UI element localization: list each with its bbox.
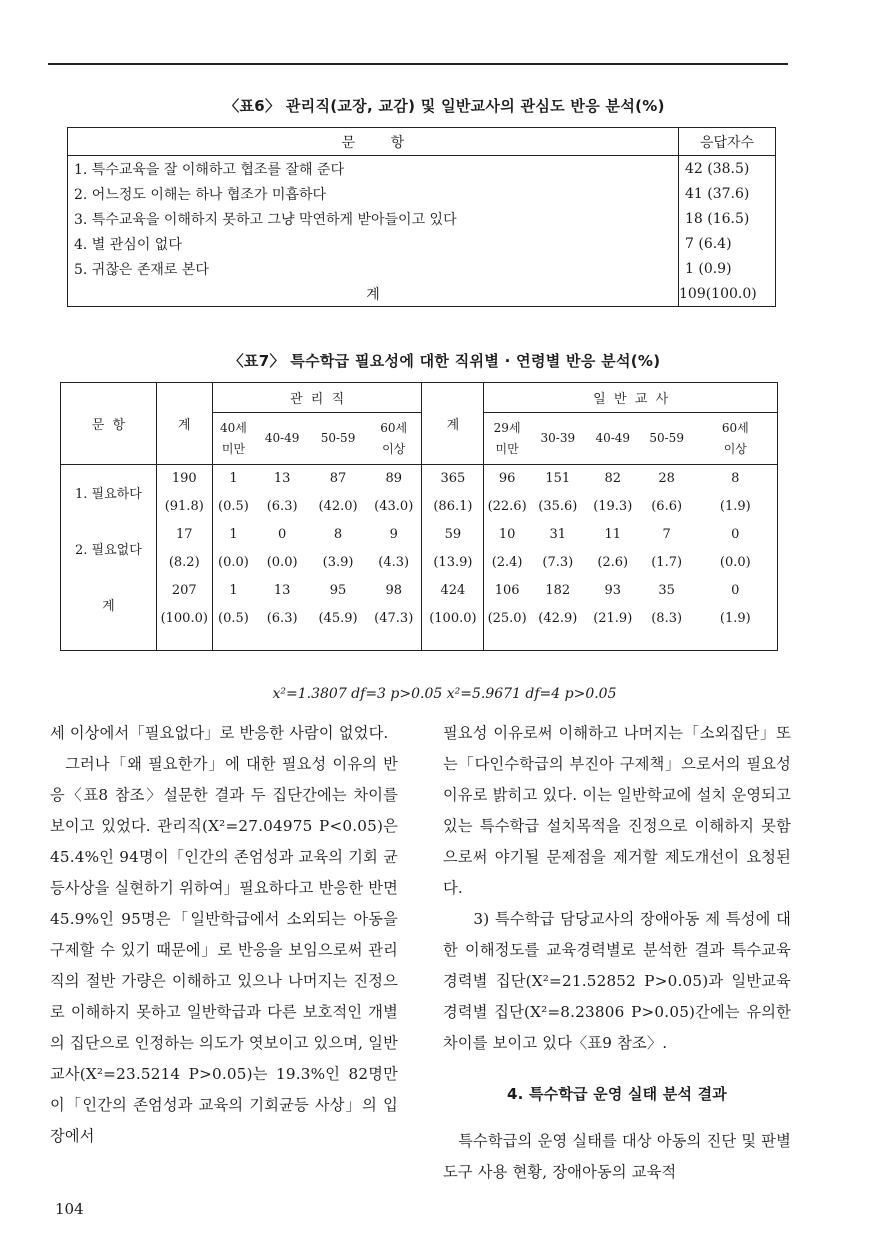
table7-cell: 59 [422, 521, 484, 549]
table7-cell: 0 [277, 527, 287, 542]
table7-cell: 190 [156, 465, 212, 493]
table7-cell: 106 [484, 577, 530, 605]
table7-cell: 7 [662, 527, 671, 542]
table7-row-label: 계 [102, 599, 115, 614]
table7-cell: (100.0) [422, 605, 484, 633]
table7-cell: (1.9) [719, 499, 751, 514]
table7-cell: (19.3) [593, 499, 633, 514]
table7-cell: (42.0) [318, 499, 358, 514]
table7-cell: 0 [731, 527, 740, 542]
paragraph: 세 이상에서「필요없다」로 반응한 사람이 없었다. [50, 724, 389, 742]
table-row [68, 231, 776, 256]
table7-cell: (35.6) [538, 499, 578, 514]
table6-row-value: 41 (37.6) [685, 185, 750, 202]
table6-row-value: 42 (38.5) [685, 160, 750, 177]
table7-cell: (3.9) [322, 555, 354, 570]
table7-age-cell: 40-49 [254, 413, 310, 465]
table7-header-item: 문 항 [61, 383, 157, 465]
table7-cell: (0.5) [212, 493, 254, 521]
table7-cell: 95 [329, 583, 347, 598]
top-rule [48, 63, 788, 65]
table7-cell: (6.3) [266, 499, 298, 514]
table-row [61, 465, 778, 493]
page-number: 104 [55, 1200, 84, 1218]
table-row [61, 605, 778, 633]
table6-title: 〈표6〉 관리직(교장, 교감) 및 일반교사의 관심도 반응 분석(%) [224, 97, 665, 115]
table7-cell: (86.1) [422, 493, 484, 521]
table7 [60, 382, 778, 651]
table7-cell: (25.0) [484, 605, 530, 633]
table6-total-value: 109(100.0) [679, 285, 757, 302]
chi-square-stats: x²=1.3807 df=3 p>0.05 x²=5.9671 df=4 p>0.05 [272, 686, 617, 702]
table7-cell: (0.5) [212, 605, 254, 633]
table6-row-label: 2. 어느정도 이해는 하나 협조가 미흡하다 [68, 181, 679, 206]
table7-cell: 82 [604, 471, 621, 487]
table7-cell: (47.3) [374, 611, 414, 626]
table7-cell: 13 [273, 583, 291, 598]
table7-cell: 9 [389, 527, 398, 542]
table7-cell: 31 [549, 527, 567, 542]
table7-cell: (2.6) [597, 555, 629, 570]
table7-cell: (1.9) [719, 611, 751, 626]
table7-row-label: 1. 필요하다 [74, 487, 142, 503]
table7-cell: (8.2) [156, 549, 212, 577]
table7-age-cell: 29세 미만 [484, 413, 530, 465]
table7-cell: 365 [422, 465, 484, 493]
table7-cell: (45.9) [318, 611, 358, 626]
table6 [67, 127, 776, 307]
table7-header-teacher-total: 계 [422, 383, 484, 465]
table7-cell: (100.0) [156, 605, 212, 633]
table7-row-label: 2. 필요없다 [74, 543, 142, 558]
table7-age-cell: 30-39 [530, 413, 586, 465]
table7-cell: 35 [658, 583, 675, 598]
table7-spacer-row [61, 633, 778, 651]
table7-age-cell: 40-49 [586, 413, 640, 465]
table-row [68, 256, 776, 281]
table7-cell: 8 [731, 471, 740, 487]
table7-header-teacher: 일 반 교 사 [484, 383, 778, 413]
table6-row-label: 4. 별 관심이 없다 [68, 231, 679, 256]
table7-cell: 93 [604, 583, 621, 598]
table7-cell: (2.4) [484, 549, 530, 577]
table7-cell: 0 [731, 583, 740, 598]
table7-title: 〈표7〉 특수학급 필요성에 대한 직위별 · 연령별 반응 분석(%) [228, 352, 661, 370]
table7-cell: 151 [545, 471, 571, 487]
table-row [68, 156, 776, 182]
left-column [50, 718, 398, 1152]
paragraph: 그러나「왜 필요한가」에 대한 필요성 이유의 반응〈표8 참조〉설문한 결과 두 집단간에는 차이를 보이고 있었다. 관리직(X²=27.04975 P<0.05)은 45.4%인 94명이「인간의 존엄성과 교육의 기회 균등사상을 실현하기 위하여」필요하다고 반응한 반면 45.9%인 95명은「일반학급에서 소외되는 아동을 구제할 수 있기 때문에」로 반응을 보임으로써 관리직의 절반 가량은 이해하고 있으나 나머지는 진정으로 이해하지 못하고 일반학급과 다른 보호적인 개별의 집단으로 인정하는 의도가 엿보이고 있으며, 일반교사(X²=23.5214 P>0.05)는 19.3%인 82명만이「인간의 존엄성과 교육의 기회균등 사상」의 입장에서 [50, 755, 398, 1145]
table7-cell: 13 [273, 471, 291, 487]
table7-cell: (6.6) [651, 499, 683, 514]
table7-cell: 1 [212, 521, 254, 549]
table7-header-row [61, 383, 778, 413]
table-row [61, 493, 778, 521]
paragraph: 특수학급의 운영 실태를 대상 아동의 진단 및 판별도구 사용 현황, 장애아동의 교육적 [443, 1132, 791, 1181]
table7-cell: (22.6) [484, 493, 530, 521]
table6-header-item: 문 항 [68, 128, 679, 156]
table7-cell: (0.0) [266, 555, 298, 570]
table6-row-label: 1. 특수교육을 잘 이해하고 협조를 잘해 준다 [68, 156, 679, 182]
table7-cell: 424 [422, 577, 484, 605]
table7-cell: 96 [484, 465, 530, 493]
paragraph: 3) 특수학급 담당교사의 장애아동 제 특성에 대한 이해정도를 교육경력별로 분석한 결과 특수교육 경력별 집단(X²=21.52852 P>0.05)과 일반교육 경력별 집단(X²=8.23806 P>0.05)간에는 유의한 차이를 보이고 있다〈표9 참조〉. [443, 910, 791, 1052]
table7-age-cell: 50-59 [640, 413, 694, 465]
table7-cell: 11 [604, 527, 621, 542]
table6-row-label: 3. 특수교육을 이해하지 못하고 그냥 막연하게 받아들이고 있다 [68, 206, 679, 231]
table7-cell: 28 [658, 471, 675, 487]
table7-cell: (42.9) [538, 611, 578, 626]
paragraph: 필요성 이유로써 이해하고 나머지는「소외집단」또는「다인수학급의 부진아 구제책」으로서의 필요성 이유로 밝히고 있다. 이는 일반학교에 설치 운영되고 있는 특수학급 설치목적을 진정으로 이해하지 못함으로써 야기될 문제점을 제거할 제도개선이 요청된다. [443, 724, 791, 897]
table7-cell: (6.3) [266, 611, 298, 626]
table7-cell: (91.8) [156, 493, 212, 521]
table6-total-label: 계 [68, 281, 679, 307]
table6-row-value: 18 (16.5) [685, 210, 750, 227]
table7-cell: (8.3) [651, 611, 683, 626]
table7-cell: 207 [156, 577, 212, 605]
table6-total-row [68, 281, 776, 307]
table7-cell: (0.0) [719, 555, 751, 570]
table6-header-value: 응답자수 [679, 128, 776, 156]
table7-age-cell: 40세 미만 [212, 413, 254, 465]
table-row [68, 206, 776, 231]
section-heading: 4. 특수학급 운영 실태 분석 결과 [507, 1085, 727, 1103]
table7-header-admin-total: 계 [156, 383, 212, 465]
table7-cell: 182 [545, 583, 571, 598]
table6-header-row [68, 128, 776, 156]
table7-cell: 10 [484, 521, 530, 549]
right-column [443, 718, 791, 1188]
table7-cell: 1 [212, 577, 254, 605]
table-row [61, 521, 778, 549]
table7-cell: 89 [385, 471, 402, 487]
table7-cell: 1 [212, 465, 254, 493]
table7-header-admin: 관 리 직 [212, 383, 422, 413]
table7-cell: (7.3) [542, 555, 574, 570]
table7-cell: (4.3) [378, 555, 410, 570]
table7-cell: (13.9) [422, 549, 484, 577]
table-row [61, 577, 778, 605]
table7-cell: (21.9) [593, 611, 633, 626]
table7-cell: 8 [333, 527, 343, 542]
table7-age-cell: 60세 이상 [694, 413, 778, 465]
table7-cell: 17 [156, 521, 212, 549]
table7-age-cell: 60세 이상 [366, 413, 422, 465]
table7-cell: 87 [329, 471, 347, 487]
table-row [61, 549, 778, 577]
table6-row-value: 7 (6.4) [685, 235, 732, 252]
table7-cell: 98 [385, 583, 402, 598]
table6-row-label: 5. 귀찮은 존재로 본다 [68, 256, 679, 281]
table7-cell: (43.0) [374, 499, 414, 514]
table7-cell: (0.0) [212, 549, 254, 577]
table-row [68, 181, 776, 206]
table7-age-cell: 50-59 [310, 413, 366, 465]
table6-row-value: 1 (0.9) [685, 260, 732, 277]
table7-cell: (1.7) [651, 555, 683, 570]
